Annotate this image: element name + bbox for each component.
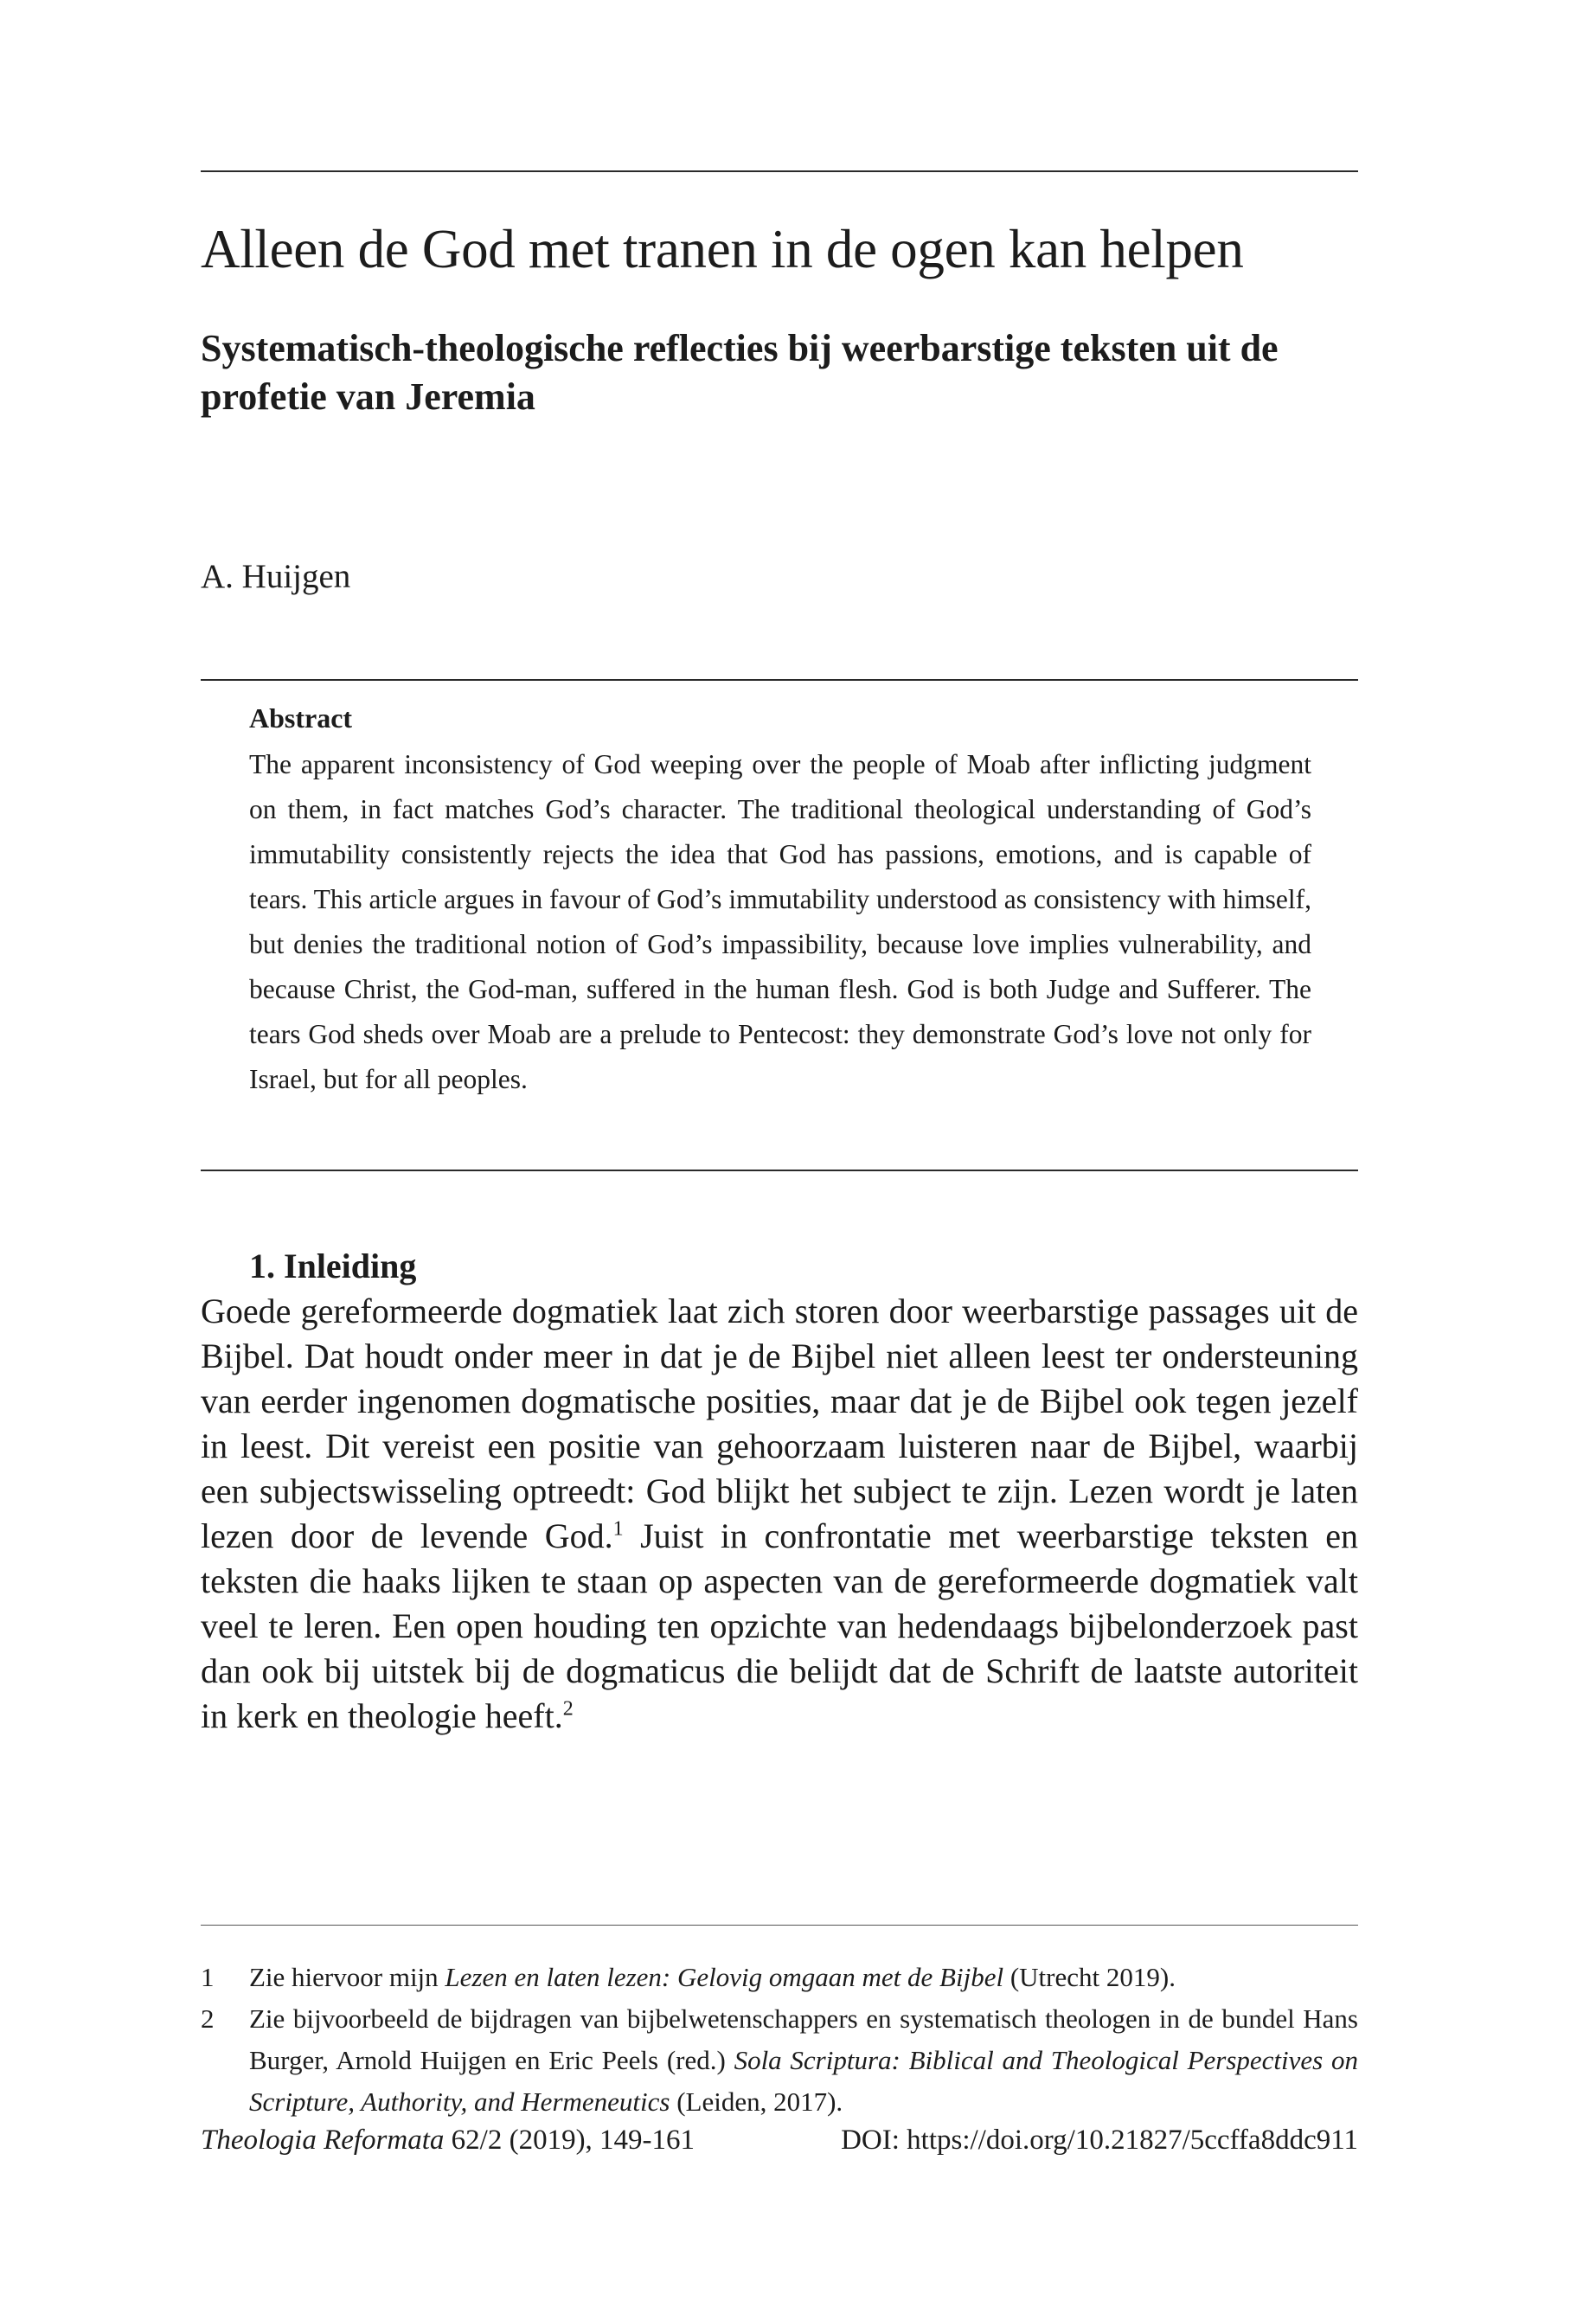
article-subtitle: Systematisch-theologische reflecties bij weerbarstige teksten uit de profetie van Jeremia [201, 327, 1279, 418]
footnote-text [249, 1998, 1358, 2123]
journal-issue: 62/2 (2019), 149-161 [444, 2125, 695, 2156]
footnote-text [249, 1957, 1358, 1998]
section-paragraph [201, 1289, 1358, 1739]
footnote-text-post: (Utrecht 2019). [1003, 1962, 1176, 1992]
abstract-heading: Abstract [249, 702, 353, 734]
abstract-bottom-rule [201, 1170, 1358, 1171]
page-footer [201, 2121, 1358, 2159]
paragraph-text-2: Juist in confrontatie met weerbarstige teksten en teksten die haaks lijken te staan op aspecten van de gereformeerde dogmatiek valt veel te leren. Een open houding ten opzichte van hedendaags bijbelonderzoek past dan ook bij uitstek bij de dogmaticus die belijdt dat de Schrift de laatste autoriteit in kerk en theologie heeft. [201, 1516, 1358, 1735]
abstract-text: The apparent inconsistency of God weeping over the people of Moab after inflicting judgment on them, in fact matches God’s character. The traditional theological understanding of God’s immutability consistently rejects the idea that God has passions, emotions, and is capable of tears. This article argues in favour of God’s immutability understood as consistency with himself, but denies the traditional notion of God’s impassibility, because love implies vulnerability, and because Christ, the God-man, suffered in the human flesh. God is both Judge and Sufferer. The tears God sheds over Moab are a prelude to Pentecost: they demonstrate God’s love not only for Israel, but for all peoples. [249, 749, 1311, 1094]
journal-citation [201, 2121, 695, 2159]
footnotes [201, 1957, 1358, 2123]
author-name: A. Huijgen [201, 558, 351, 595]
footnote-number: 2 [201, 2003, 215, 2034]
abstract-top-rule [201, 679, 1358, 681]
footnote [201, 1998, 1358, 2123]
footnote-number: 1 [201, 1962, 215, 1992]
paragraph-text-1: Goede gereformeerde dogmatiek laat zich storen door weerbarstige passages uit de Bijbel. Dat houdt onder meer in dat je de Bijbel niet alleen leest ter ondersteuning van eerder ingenomen dogmatische posities, maar dat je de Bijbel ook tegen jezelf in leest. Dit vereist een positie van gehoorzaam luisteren naar de Bijbel, waarbij een subjectswisseling optreedt: God blijkt het subject te zijn. Lezen wordt je laten lezen door de levende God. [201, 1292, 1358, 1555]
top-rule [201, 170, 1358, 172]
journal-name: Theologia Reformata [201, 2125, 445, 2156]
section-heading: 1. Inleiding [249, 1247, 417, 1285]
footnote-rule [201, 1925, 1358, 1926]
footnote-text-pre: Zie bijvoorbeeld de bijdragen van bijbelwetenschappers en systematisch theologen in de bundel Hans Burger, Arnold Huijgen en Eric Peels (red.) [249, 2003, 1358, 2075]
footnote-ref-2[interactable]: 2 [562, 1697, 574, 1721]
footnote [201, 1957, 1358, 1998]
doi-link[interactable]: DOI: https://doi.org/10.21827/5ccffa8ddc911 [841, 2125, 1358, 2156]
footnote-ref-1[interactable]: 1 [612, 1517, 624, 1541]
footnote-text-post: (Leiden, 2017). [670, 2086, 843, 2117]
footnote-title: Sola Scriptura: Biblical and Theological Perspectives on Scripture, Authority, and Hermeneutics [249, 2045, 1358, 2117]
abstract-block [249, 699, 1311, 1102]
article-title: Alleen de God met tranen in de ogen kan helpen [201, 219, 1244, 279]
section-introduction [201, 1244, 1358, 1739]
footnote-text-pre: Zie hiervoor mijn [249, 1962, 445, 1992]
footnote-title: Lezen en laten lezen: Gelovig omgaan met de Bijbel [445, 1962, 1004, 1992]
